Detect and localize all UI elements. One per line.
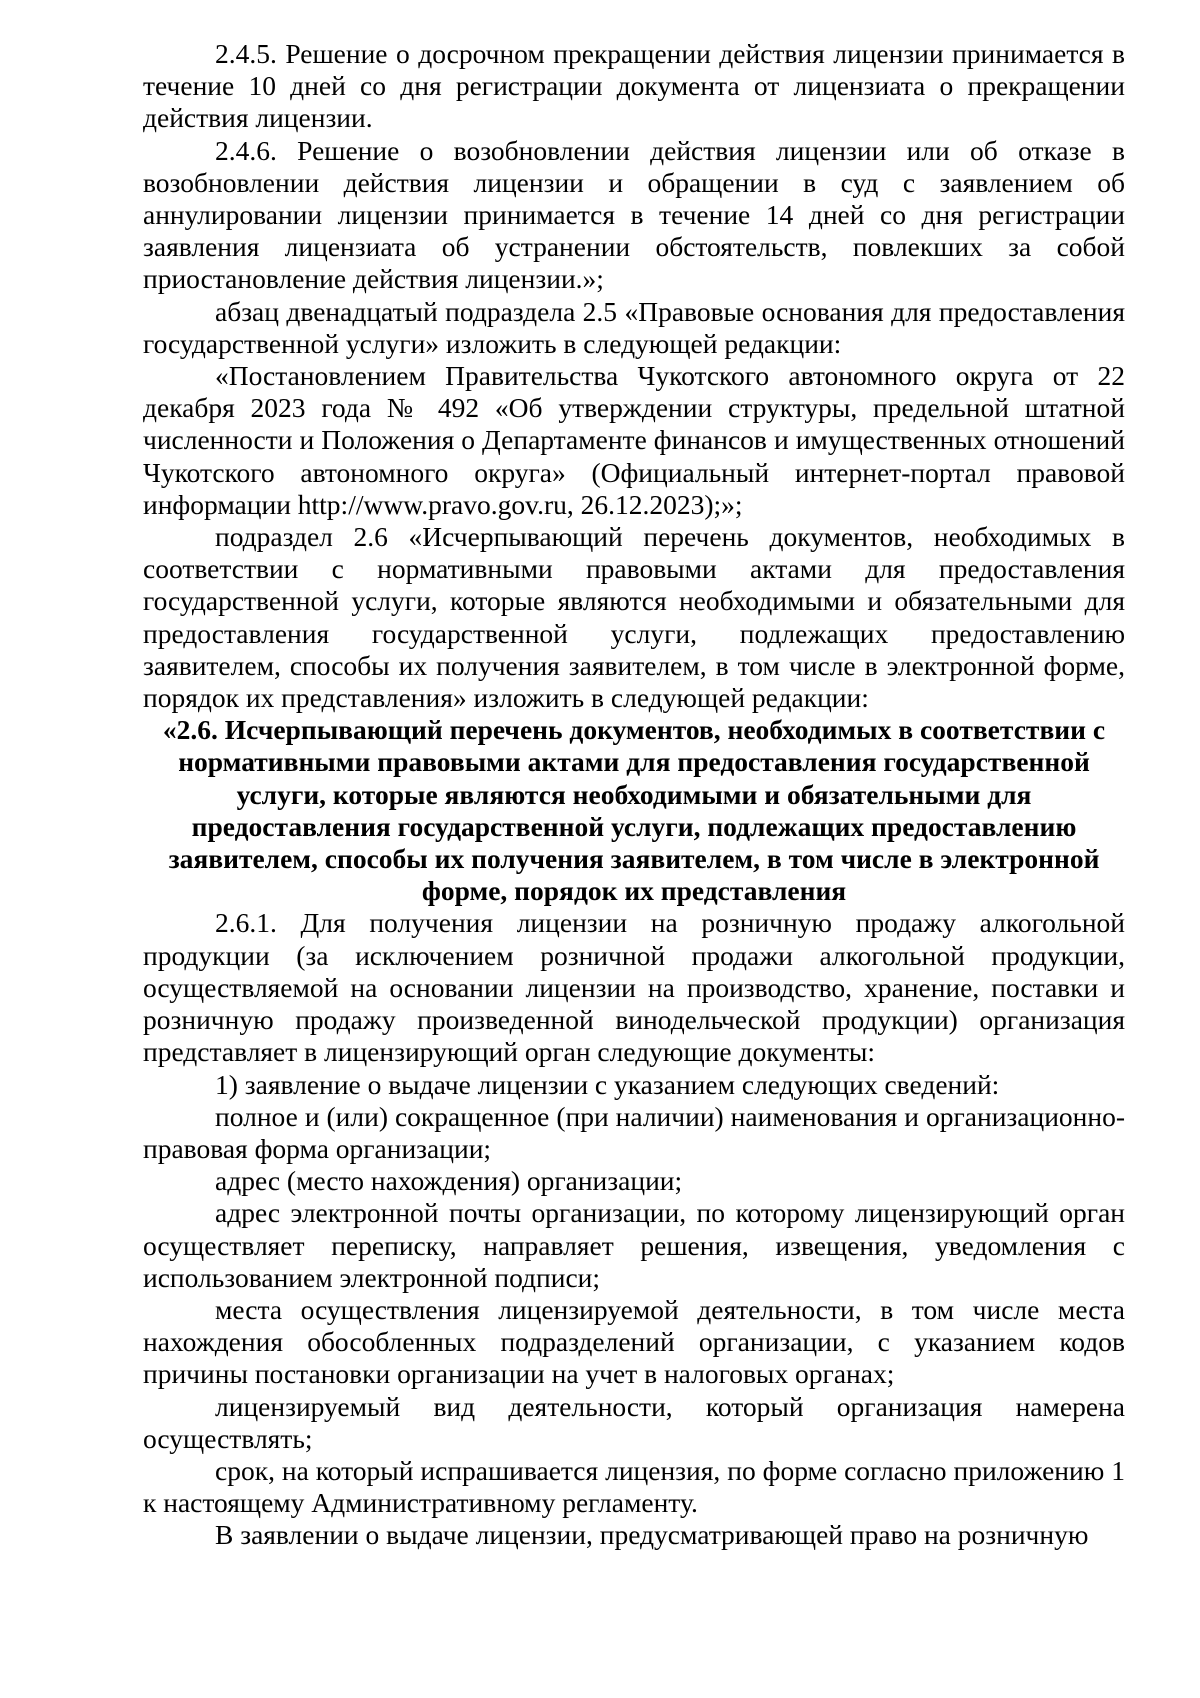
- document-page: [143, 38, 1125, 1552]
- list-item-activity: лицензируемый вид деятельности, который организация намерена осуществлять;: [143, 1390, 1125, 1454]
- paragraph-amendment-2-5: абзац двенадцатый подраздела 2.5 «Правовые основания для предоставления государственной услуги» изложить в следующей редакции:: [143, 295, 1125, 359]
- paragraph-2-4-6: 2.4.6. Решение о возобновлении действия лицензии или об отказе в возобновлении действия лицензии и обращении в суд с заявлением об аннулировании лицензии принимается в течение 14 дней со дня регистрации заявления лицензиата об устранении обстоятельств, повлекших за собой приостановление действия лицензии.»;: [143, 134, 1125, 295]
- paragraph-amendment-2-6: подраздел 2.6 «Исчерпывающий перечень документов, необходимых в соответствии с нормативными правовыми актами для предоставления государственной услуги, которые являются необходимыми и обязательными для предоставления государственной услуги, подлежащих предоставлению заявителем, способы их получения заявителем, в том числе в электронной форме, порядок их представления» изложить в следующей редакции:: [143, 521, 1125, 714]
- paragraph-2-6-1: 2.6.1. Для получения лицензии на розничную продажу алкогольной продукции (за исключением розничной продажи алкогольной продукции, осуществляемой на основании лицензии на производство, хранение, поставки и розничную продажу произведенной винодельческой продукции) организация представляет в лицензирующий орган следующие документы:: [143, 907, 1125, 1068]
- paragraph-2-4-5: 2.4.5. Решение о досрочном прекращении действия лицензии принимается в течение 10 дней со дня регистрации документа от лицензиата о прекращении действия лицензии.: [143, 38, 1125, 134]
- paragraph-application-continuation: В заявлении о выдаче лицензии, предусматривающей право на розничную: [215, 1519, 1089, 1551]
- list-item-email: адрес электронной почты организации, по которому лицензирующий орган осуществляет переписку, направляет решения, извещения, уведомления с использованием электронной подписи;: [143, 1197, 1125, 1293]
- section-heading-2-6: «2.6. Исчерпывающий перечень документов, необходимых в соответствии с нормативными правовыми актами для предоставления государственной услуги, которые являются необходимыми и обязательными для предоставления государственной услуги, подлежащих предоставлению заявителем, способы их получения заявителем, в том числе в электронной форме, порядок их представления: [162, 714, 1106, 907]
- list-item-term: срок, на который испрашивается лицензия, по форме согласно приложению 1 к настоящему Административному регламенту.: [143, 1454, 1125, 1519]
- list-item-name: полное и (или) сокращенное (при наличии) наименования и организационно-правовая форма организации;: [143, 1100, 1125, 1164]
- list-item-address: адрес (место нахождения) организации;: [215, 1165, 683, 1197]
- list-item-locations: места осуществления лицензируемой деятельности, в том числе места нахождения обособленных подразделений организации, с указанием кодов причины постановки организации на учет в налоговых органах;: [143, 1293, 1125, 1390]
- list-item-application: 1) заявление о выдаче лицензии с указанием следующих сведений:: [215, 1068, 1000, 1100]
- paragraph-resolution-quote: «Постановлением Правительства Чукотского автономного округа от 22 декабря 2023 года № 492 «Об утверждении структуры, предельной штатной численности и Положения о Департаменте финансов и имущественных отношений Чукотского автономного округа» (Официальный интернет-портал правовой информации http://www.pravo.gov.ru, 26.12.2023);»;: [143, 360, 1125, 520]
